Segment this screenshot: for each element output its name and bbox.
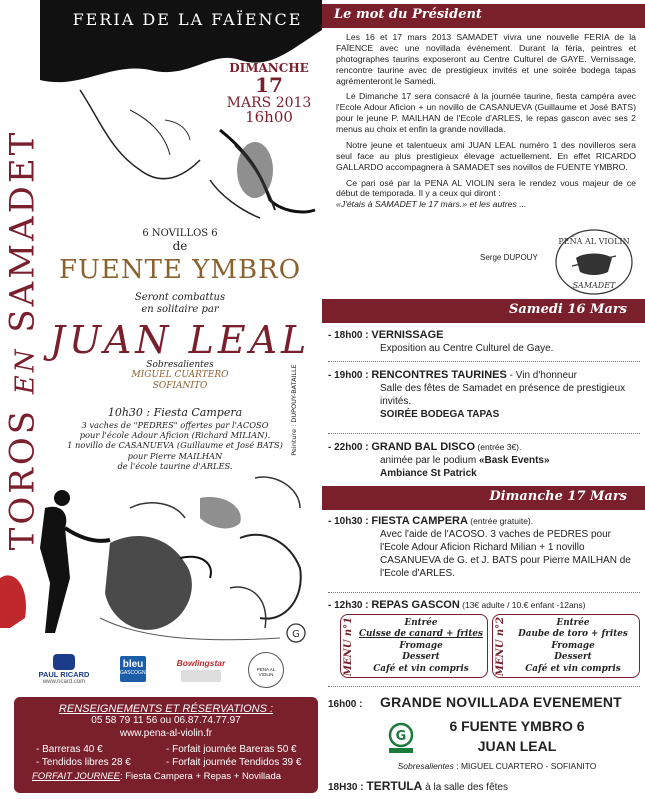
novillada-sobresalientes: Sobresalientes : MIGUEL CUARTERO - SOFIANITO — [397, 761, 597, 771]
forfait-journee: FORFAIT JOURNEE: Fiesta Campera + Repas + Novillada — [32, 771, 282, 782]
signature: Serge DUPOUY — [480, 253, 538, 262]
samedi-header: Samedi 16 Mars — [322, 299, 645, 323]
painting-credit: Peinture : DUPOUY-BATAILLE — [290, 364, 298, 456]
corner-mark: G — [292, 629, 300, 640]
menu-2: MENU n°2 Entrée Daube de toro + frites Fromage Dessert Café et vin compris — [492, 614, 640, 678]
pena-small-logo: PENA AL VIOLIN — [248, 652, 284, 688]
event-grand-bal-disco: - 22h00 : GRAND BAL DISCO (entrée 3€). animée par le podium «Bask Events» Ambiance St Patrick — [328, 441, 550, 480]
reservations-box: RENSEIGNEMENTS ET RÉSERVATIONS : 05 58 79 11 56 ou 06.87.74.77.97 www.pena-al-violin.fr - Barreras 40 € - Tendidos libres 28 € - Forfait journée Bareras 50 € - Forfait journée Tendidos 39 € FORFAIT JOURNEE: Fiesta Campera + Repas + Novillada — [14, 697, 318, 793]
sobresalientes: Sobresalientes MIGUEL CUARTERO SOFIANITO — [131, 360, 229, 391]
svg-text:G: G — [395, 729, 407, 744]
feria-title: FERIA DE LA FAÏENCE — [72, 10, 303, 29]
dimanche-header: Dimanche 17 Mars — [322, 486, 645, 510]
event-repas-gascon: - 12h30 : REPAS GASCON (13€ adulte / 10.€ enfant -12ans) — [328, 599, 586, 611]
event-date: DIMANCHE 17 MARS 2013 16h00 — [226, 61, 312, 127]
program-column — [322, 0, 645, 799]
pena-al-violin-logo — [554, 228, 634, 296]
event-rencontres-taurines: - 19h00 : RENCONTRES TAURINES - Vin d'honneur Salle des fêtes de Samadet en présence de prestigieux invités. SOIRÉE BODEGA TAPAS — [328, 369, 626, 421]
ricard-logo: PAUL RICARD www.ricard.com — [30, 654, 98, 685]
novillada-cartel: 6 FUENTE YMBRO 6 JUAN LEAL — [449, 718, 585, 755]
menu-1: MENU n°1 Entrée Cuisse de canard + frites Fromage Dessert Café et vin compris — [340, 614, 488, 678]
divider — [328, 361, 640, 362]
price-list: - Barreras 40 € - Tendidos libres 28 € - Forfait journée Bareras 50 € - Forfait journée Tendidos 39 € — [36, 744, 302, 768]
president-message: Les 16 et 17 mars 2013 SAMADET vivra une nouvelle FERIA de la FAÏENCE avec une novillada événement. Durant la féria, peintres et photographes taurins exposeront au Centre Culturel de GAYE. Vernissage, rencontre taurine avec de prestigieux invités et une soirée bodega tapas agrémenteront le Samedi. Le Dimanche 17 sera consacré à la journée taurine, fiesta campéra avec l'Ecole Adour Aficion + un novillo de CASANUEVA (Guillaume et José BATS) pour le jeune P. MAILHAN de l'Ecole d'ARLES, le repas gascon avec ses 2 menus au choix et enfin la grande novillada. Notre jeune et talentueux ami JUAN LEAL numéro 1 des novilleros sera seul face au plus prestigieux élevage actuellement. En effet RICARDO GALLARDO accompagnera à SAMADET ses novillos de FUENTE YMBRO. Ce pari osé par la PENA AL VIOLIN sera le rendez vous majeur de ce début de temporada. Il y a ceux qui diront : «J'étais à SAMADET le 17 mars.» et les autres ... — [336, 32, 636, 210]
divider — [328, 433, 640, 434]
bowlingstar-logo: Bowlingstar — [170, 658, 232, 682]
fiesta-campera-info: 10h30 : Fiesta Campera 3 vaches de "PEDRES" offertes par l'ACOSO pour l'école Adour Aficion (Richard MILIAN). 1 novillo de CASANUEVA (Guillaume et José BATS) pour Pierre MAILHAN de l'école taurine d'ARLES. — [67, 406, 283, 472]
bullfight-illustration — [0, 468, 322, 648]
svg-text:PEÑA AL VIOLIN: PEÑA AL VIOLIN — [558, 237, 630, 246]
event-fiesta-campera: - 10h30 : FIESTA CAMPERA (entrée gratuite). Avec l'aide de l'ACOSO. 3 vaches de PEDRES pour l'Ecole Adour Aficion Richard Milian + 1 novillo CASANUEVA de G. et J. BATS pour Pierre MAILHAN de l'Ecole d'ARLES. — [328, 515, 631, 580]
vertical-title: TOROS EN SAMADET — [2, 129, 43, 551]
president-header: Le mot du Président — [322, 4, 645, 28]
reservation-phones: 05 58 79 11 56 ou 06.87.74.77.97 — [91, 715, 241, 726]
ganaderia-name: FUENTE YMBRO — [58, 255, 302, 285]
novillos-count: 6 NOVILLOS 6 de — [142, 228, 218, 253]
torero-name: JUAN LEAL — [49, 318, 311, 362]
bleu-gascogne-logo: bleu GASCOGNE — [120, 656, 146, 682]
divider — [328, 686, 640, 687]
svg-text:SAMADET: SAMADET — [572, 281, 616, 290]
seront-combattus: Seront combattus en solitaire par — [134, 292, 226, 315]
website-link[interactable]: www.pena-al-violin.fr — [119, 727, 213, 739]
poster — [0, 0, 322, 799]
sponsor-logos — [30, 650, 322, 694]
event-grande-novillada: 16h00 : GRANDE NOVILLADA EVENEMENT — [328, 694, 622, 710]
event-vernissage: - 18h00 : VERNISSAGE Exposition au Centre Culturel de Gaye. — [328, 329, 554, 355]
divider — [328, 592, 640, 593]
event-tertulia: 18H30 : TERTULA à la salle des fêtes — [328, 779, 508, 793]
